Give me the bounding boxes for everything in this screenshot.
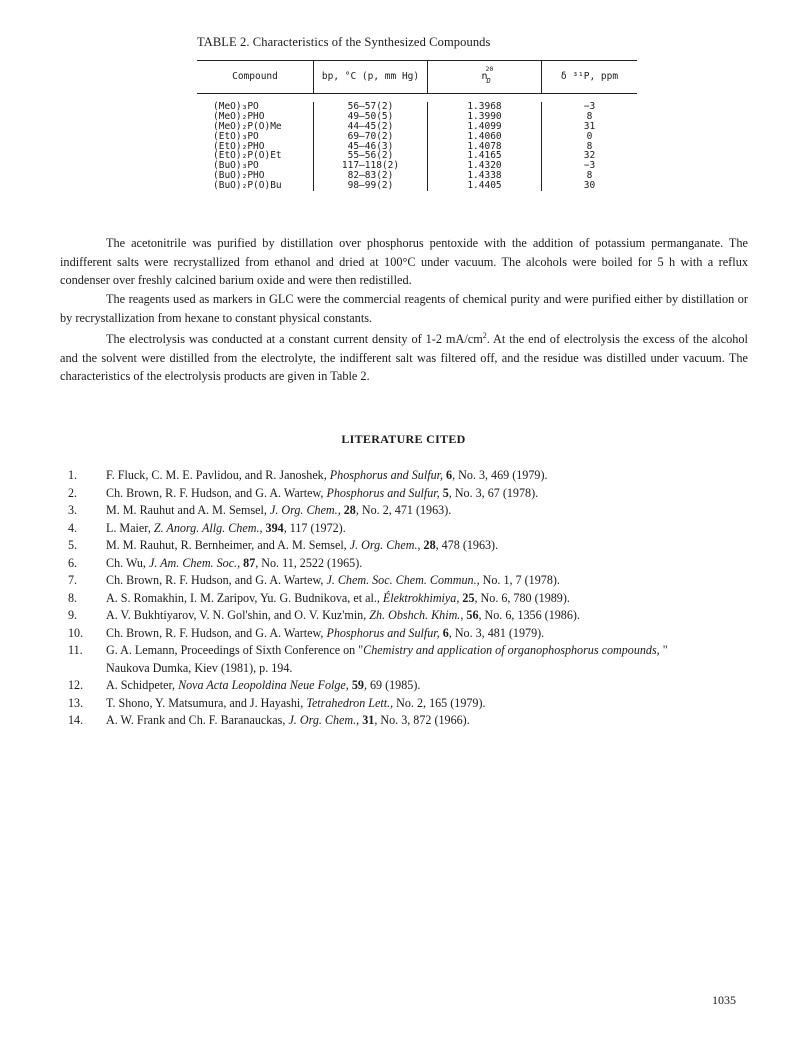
reference-authors: M. M. Rauhut, R. Bernheimer, and A. M. Semsel, bbox=[106, 538, 350, 552]
cell-compound: (MeO)₂P(O)Me bbox=[213, 120, 282, 132]
reference-volume: 5 bbox=[442, 485, 449, 500]
cell-bp: 44–45(2) bbox=[347, 120, 394, 132]
reference-number: 2. bbox=[68, 485, 78, 500]
reference-details: , No. 6, 780 (1989). bbox=[474, 590, 570, 605]
refractive-index-symbol bbox=[481, 64, 494, 85]
cell-refractive-index: 1.3990 bbox=[467, 110, 502, 122]
reference-journal: Phosphorus and Sulfur, bbox=[329, 468, 444, 482]
reference-text bbox=[106, 607, 760, 625]
reference-item bbox=[60, 502, 760, 520]
reference-details: , No. 6, 1356 (1986). bbox=[478, 608, 580, 622]
cell-refractive-index: 1.4338 bbox=[467, 170, 502, 182]
reference-journal: J. Chem. Soc. Chem. Commun., bbox=[326, 573, 480, 587]
reference-volume: 28 bbox=[423, 538, 436, 552]
reference-authors: F. Fluck, C. M. E. Pavlidou, and R. Janoshek, bbox=[106, 468, 330, 482]
cell-refractive-index: 1.3968 bbox=[467, 101, 502, 112]
reference-item bbox=[60, 485, 760, 503]
reference-text bbox=[106, 677, 760, 695]
reference-number: 12. bbox=[68, 678, 84, 692]
reference-number: 7. bbox=[68, 573, 78, 587]
reference-volume: 59 bbox=[351, 678, 364, 692]
reference-authors: M. M. Rauhut and A. M. Semsel, bbox=[106, 503, 270, 517]
table-body bbox=[197, 94, 637, 195]
reference-authors: A. W. Frank and Ch. F. Baranauckas, bbox=[106, 713, 289, 727]
reference-authors: Ch. Brown, R. F. Hudson, and G. A. Wartew, bbox=[106, 625, 327, 640]
cell-refractive-index: 1.4078 bbox=[467, 140, 502, 152]
cell-compound: (EtO)₂P(O)Et bbox=[213, 150, 282, 162]
reference-journal: J. Org. Chem., bbox=[269, 503, 341, 517]
cell-bp: 82–83(2) bbox=[347, 170, 394, 182]
reference-text bbox=[106, 712, 760, 730]
header-bp: bp, °C (p, mm Hg) bbox=[313, 61, 427, 93]
cell-refractive-index: 1.4165 bbox=[467, 150, 502, 162]
cell-p31-shift: 31 bbox=[583, 120, 596, 132]
reference-item bbox=[60, 520, 760, 538]
cell-p31-shift: 0 bbox=[586, 130, 593, 142]
column-refractive-index bbox=[427, 102, 541, 191]
reference-number: 8. bbox=[68, 590, 78, 605]
electrolysis-text-end: . At the end of electrolysis the excess of the alcohol and the solvent were distilled from the electrolyte, the indifferent salt was filtered off, and the residue was distilled under vacuum. The characteristics of the electrolysis products are given in Table 2. bbox=[60, 332, 748, 384]
reference-journal: J. Org. Chem., bbox=[349, 538, 421, 552]
cell-p31-shift: −3 bbox=[583, 160, 596, 172]
column-bp bbox=[313, 102, 427, 191]
reference-volume: 56 bbox=[466, 608, 479, 622]
reference-text bbox=[106, 555, 760, 573]
cell-compound: (BuO)₂P(O)Bu bbox=[213, 180, 282, 192]
reference-volume: 87 bbox=[243, 555, 256, 570]
reference-text bbox=[106, 485, 760, 503]
reference-authors: A. Schidpeter, bbox=[106, 678, 179, 692]
reference-volume: 6 bbox=[442, 625, 449, 640]
reference-journal: J. Org. Chem., bbox=[288, 713, 360, 727]
compounds-table bbox=[197, 60, 637, 195]
reference-item bbox=[60, 572, 760, 590]
cell-p31-shift: 8 bbox=[586, 170, 593, 182]
reference-journal: Élektrokhimiya, bbox=[382, 590, 460, 605]
reference-item bbox=[60, 695, 760, 713]
cell-compound: (BuO)₃PO bbox=[213, 160, 259, 172]
cell-p31-shift: 8 bbox=[586, 140, 593, 152]
reference-number: 3. bbox=[68, 503, 78, 517]
cell-compound: (EtO)₂PHO bbox=[213, 140, 265, 152]
reference-volume: 25 bbox=[462, 590, 475, 605]
reference-authors: Ch. Brown, R. F. Hudson, and G. A. Wartew, bbox=[106, 573, 327, 587]
reference-journal: Phosphorus and Sulfur, bbox=[326, 625, 440, 640]
reference-journal: Chemistry and application of organophosphorus compounds, bbox=[363, 643, 660, 657]
cell-p31-shift: 8 bbox=[586, 110, 593, 122]
cell-compound: (BuO)₂PHO bbox=[213, 170, 265, 182]
reference-item bbox=[60, 625, 760, 643]
header-compound: Compound bbox=[232, 71, 278, 82]
reference-item bbox=[60, 555, 760, 573]
reference-item bbox=[60, 712, 760, 730]
reference-number: 5. bbox=[68, 538, 78, 552]
table-caption: TABLE 2. Characteristics of the Synthesized Compounds bbox=[197, 35, 491, 49]
paragraph-electrolysis bbox=[60, 327, 748, 386]
electrolysis-text-start: The electrolysis was conducted at a constant current density of 1-2 mA/cm bbox=[106, 332, 483, 347]
reference-number: 10. bbox=[68, 625, 84, 640]
paragraph-reagents: The reagents used as markers in GLC were the commercial reagents of chemical purity and were purified either by distillation or by recrystallization from hexane to constant physical constants. bbox=[60, 292, 748, 325]
reference-text bbox=[106, 537, 760, 555]
reference-list bbox=[60, 467, 760, 730]
nd-subscript: D bbox=[486, 76, 491, 85]
reference-authors: Ch. Brown, R. F. Hudson, and G. A. Wartew, bbox=[106, 485, 327, 500]
reference-authors: A. S. Romakhin, I. M. Zaripov, Yu. G. Budnikova, et al., bbox=[106, 590, 383, 605]
cell-bp: 45–46(3) bbox=[347, 140, 394, 152]
cell-refractive-index: 1.4060 bbox=[467, 130, 502, 142]
reference-item bbox=[60, 467, 760, 485]
reference-journal: Phosphorus and Sulfur, bbox=[326, 485, 440, 500]
reference-volume: 28 bbox=[343, 503, 356, 517]
reference-number: 9. bbox=[68, 608, 78, 622]
table-header-row bbox=[197, 61, 637, 93]
cell-refractive-index: 1.4320 bbox=[467, 160, 502, 172]
reference-authors: T. Shono, Y. Matsumura, and J. Hayashi, bbox=[106, 695, 307, 710]
reference-number: 14. bbox=[68, 713, 84, 727]
reference-item bbox=[60, 607, 760, 625]
cell-refractive-index: 1.4405 bbox=[467, 180, 502, 192]
cell-bp: 55–56(2) bbox=[347, 150, 394, 162]
reference-journal: Nova Acta Leopoldina Neue Folge, bbox=[178, 678, 349, 692]
reference-text bbox=[106, 572, 760, 590]
literature-heading: LITERATURE CITED bbox=[341, 432, 466, 446]
reference-text bbox=[106, 467, 760, 485]
reference-volume: 31 bbox=[362, 713, 375, 727]
reference-journal: J. Am. Chem. Soc., bbox=[148, 555, 241, 570]
reference-details: , No. 2, 471 (1963). bbox=[355, 503, 452, 517]
cell-bp: 117–118(2) bbox=[341, 160, 400, 172]
nd-superscript: 20 bbox=[485, 64, 494, 73]
cell-compound: (MeO)₃PO bbox=[213, 101, 259, 112]
column-p31-shift bbox=[541, 102, 637, 191]
reference-text bbox=[106, 642, 760, 677]
reference-text bbox=[106, 590, 760, 608]
reference-authors: Ch. Wu, bbox=[106, 555, 149, 570]
reference-details: , No. 11, 2522 (1965). bbox=[255, 555, 363, 570]
paragraph-purification: The acetonitrile was purified by distillation over phosphorus pentoxide with the addition of potassium permanganate. The indifferent salts were recrystallized from ethanol and dried at 100°C under vacuum. The alcohols were boiled for 5 h with a reflux condenser over freshly calcined barium oxide and were then redistilled. bbox=[60, 236, 748, 287]
cell-refractive-index: 1.4099 bbox=[467, 120, 502, 132]
reference-text bbox=[106, 625, 760, 643]
reference-number: 4. bbox=[68, 520, 78, 535]
reference-item bbox=[60, 590, 760, 608]
reference-journal: Z. Anorg. Allg. Chem., bbox=[153, 520, 263, 535]
reference-details: No. 2, 165 (1979). bbox=[396, 695, 486, 710]
header-p31-shift: δ ³¹P, ppm bbox=[541, 61, 637, 93]
reference-details: , 117 (1972). bbox=[283, 520, 346, 535]
reference-details: , 69 (1985). bbox=[363, 678, 421, 692]
reference-volume: 394 bbox=[265, 520, 284, 535]
reference-authors: L. Maier, bbox=[106, 520, 154, 535]
reference-journal: Zh. Obshch. Khim., bbox=[369, 608, 464, 622]
cell-p31-shift: 32 bbox=[583, 150, 596, 162]
reference-item bbox=[60, 537, 760, 555]
reference-text bbox=[106, 520, 760, 538]
reference-number: 1. bbox=[68, 468, 78, 482]
cell-p31-shift: −3 bbox=[583, 101, 596, 112]
reference-number: 13. bbox=[68, 695, 84, 710]
reference-journal: Tetrahedron Lett., bbox=[306, 695, 394, 710]
reference-details: " bbox=[662, 643, 668, 657]
cell-compound: (MeO)₂PHO bbox=[213, 110, 265, 122]
reference-authors: G. A. Lemann, Proceedings of Sixth Conference on " bbox=[106, 643, 364, 657]
reference-details: , 478 (1963). bbox=[435, 538, 499, 552]
reference-continuation: Naukova Dumka, Kiev (1981), p. 194. bbox=[106, 660, 293, 675]
column-compound bbox=[197, 102, 313, 191]
electrolysis-superscript: 2 bbox=[482, 331, 487, 340]
reference-details: , No. 3, 67 (1978). bbox=[448, 485, 539, 500]
header-refractive-index bbox=[427, 61, 541, 93]
reference-details: No. 1, 7 (1978). bbox=[482, 573, 560, 587]
reference-details: , No. 3, 872 (1966). bbox=[374, 713, 470, 727]
cell-bp: 98–99(2) bbox=[347, 180, 394, 192]
reference-text bbox=[106, 695, 760, 713]
reference-authors: A. V. Bukhtiyarov, V. N. Gol'shin, and O. V. Kuz'min, bbox=[106, 608, 370, 622]
nd-base: n bbox=[481, 70, 488, 82]
reference-text bbox=[106, 502, 760, 520]
reference-number: 6. bbox=[68, 555, 78, 570]
reference-item bbox=[60, 677, 760, 695]
reference-number: 11. bbox=[68, 643, 83, 657]
reference-volume: 6 bbox=[446, 468, 453, 482]
cell-compound: (EtO)₃PO bbox=[213, 130, 259, 142]
cell-bp: 56–57(2) bbox=[347, 101, 394, 112]
cell-bp: 69–70(2) bbox=[347, 130, 394, 142]
reference-details: , No. 3, 469 (1979). bbox=[452, 468, 548, 482]
page-number: 1035 bbox=[712, 993, 736, 1007]
cell-p31-shift: 30 bbox=[583, 180, 596, 192]
cell-bp: 49–50(5) bbox=[347, 110, 394, 122]
reference-item bbox=[60, 642, 760, 677]
reference-details: , No. 3, 481 (1979). bbox=[448, 625, 545, 640]
